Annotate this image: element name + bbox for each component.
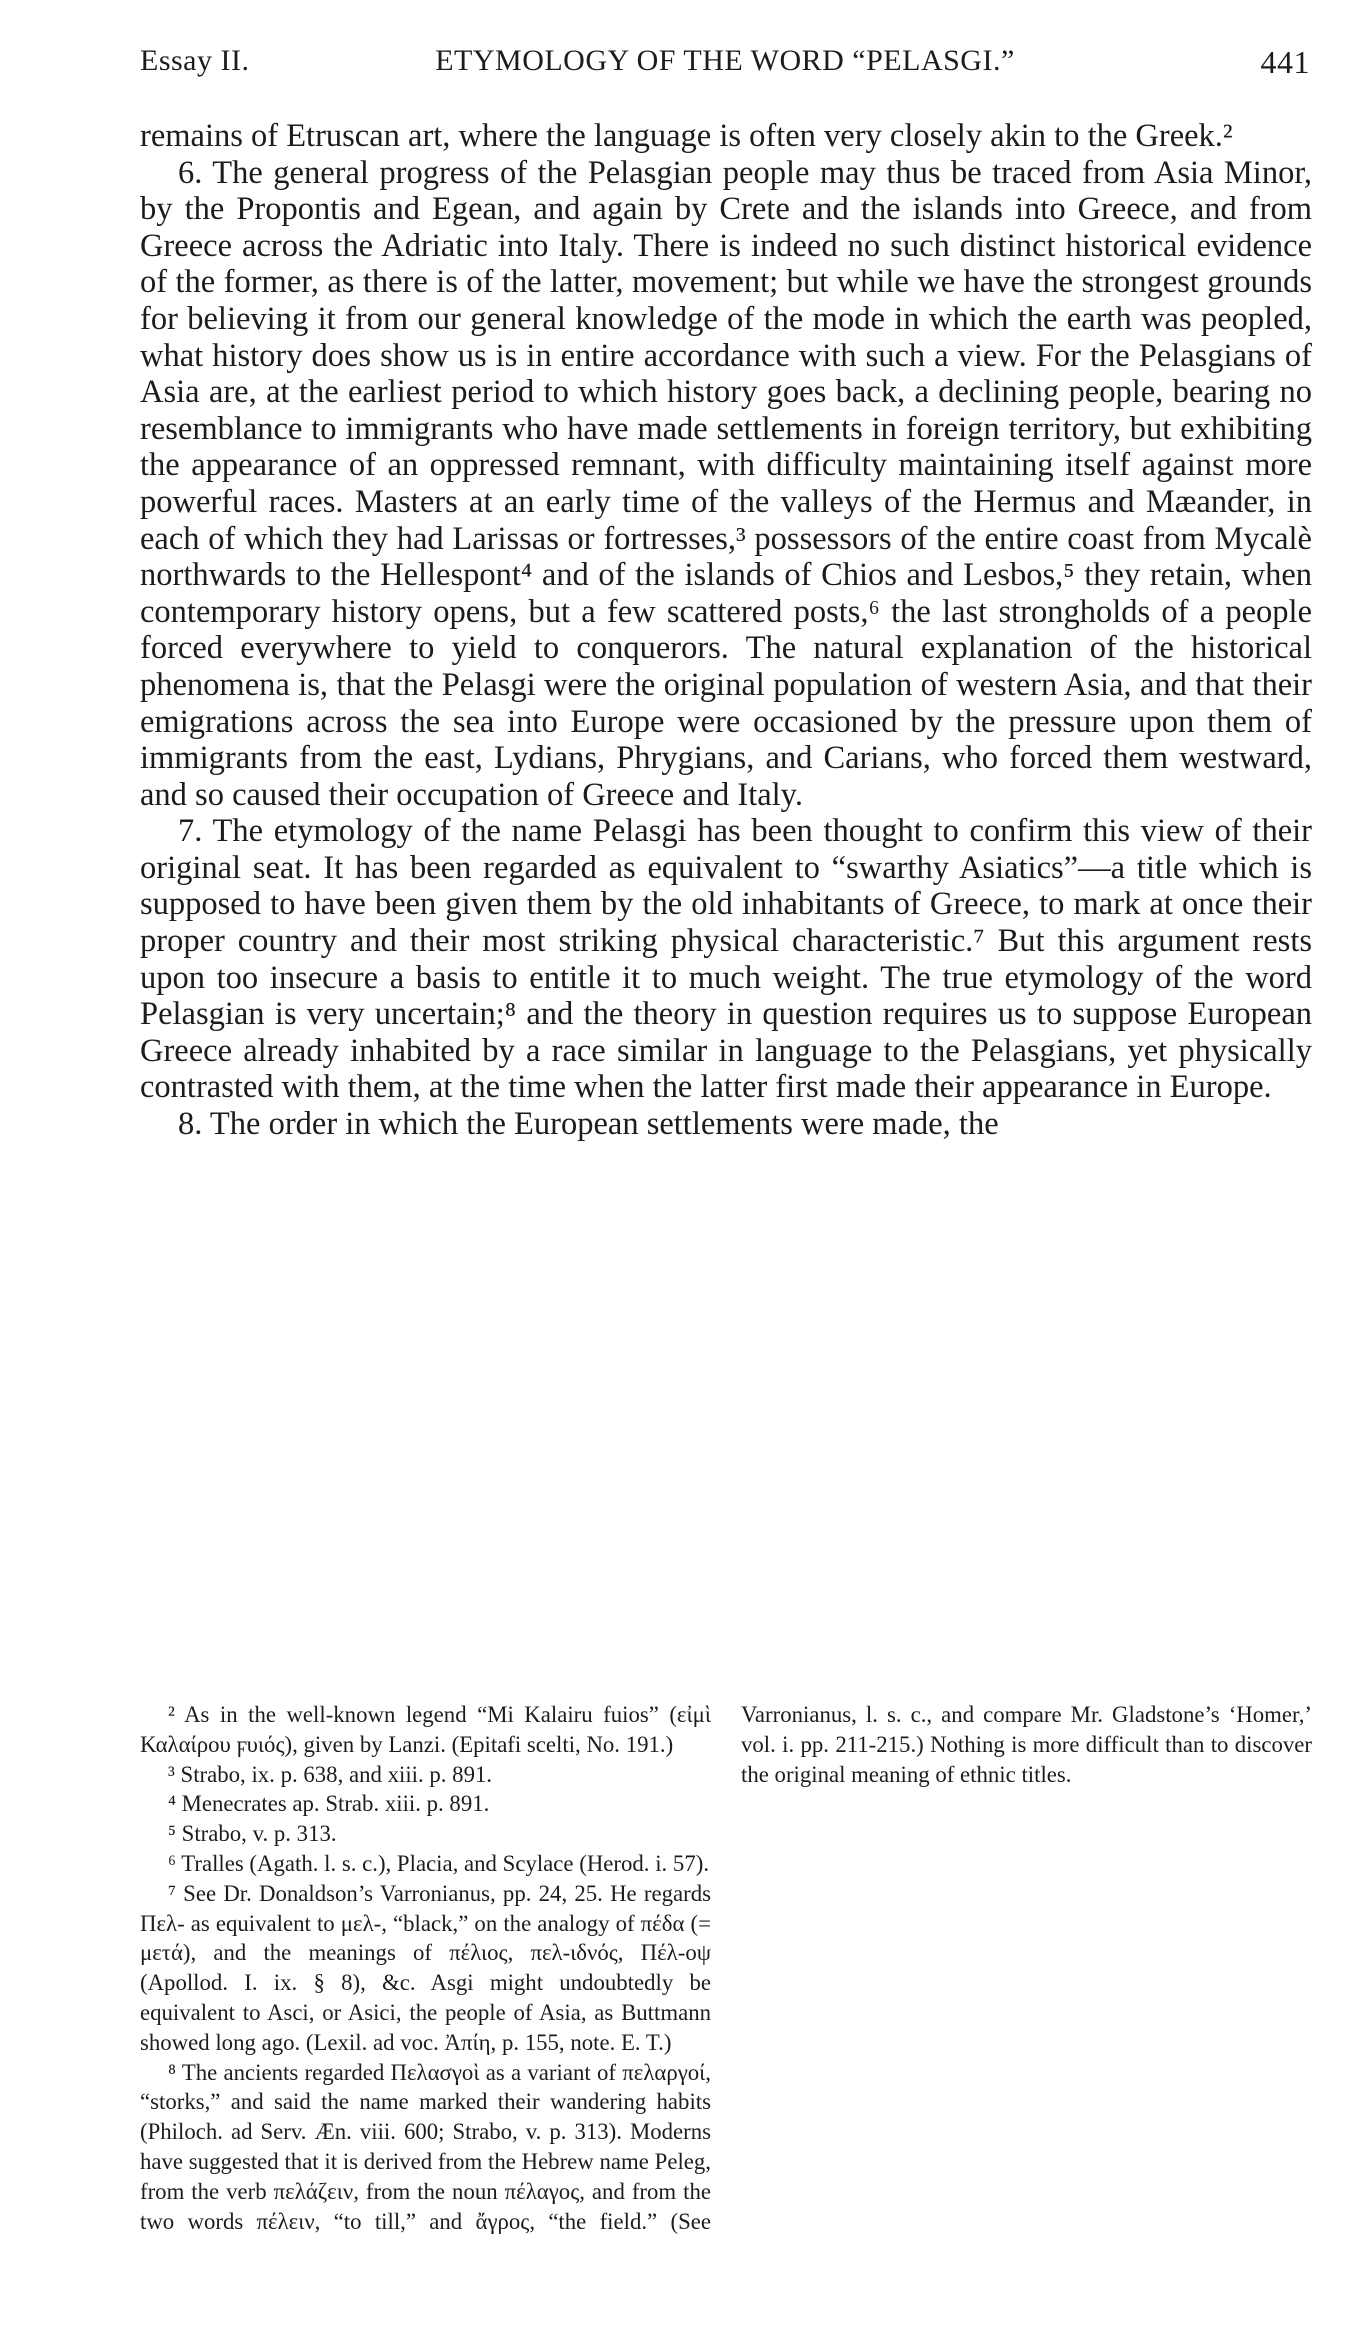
header-title: ETYMOLOGY OF THE WORD “PELASGI.” — [435, 44, 1015, 77]
paragraph-8: 8. The order in which the European settlements were made, the — [178, 1106, 999, 1143]
footnote-6: ⁶ Tralles (Agath. l. s. c.), Placia, and Scylace (Herod. i. 57). — [168, 1850, 710, 1876]
footnote-4: ⁴ Menecrates ap. Strab. xiii. p. 891. — [168, 1791, 490, 1817]
footnote-3: ³ Strabo, ix. p. 638, and xiii. p. 891. — [168, 1761, 493, 1787]
footnote-2: ² As in the well-known legend “Mi Kalairu fuios” (εἰμὶ Καλαίρου ϝυιός), given by Lanzi. (Epitafi scelti, No. 191.) — [140, 1702, 711, 1757]
footnote-5: ⁵ Strabo, v. p. 313. — [168, 1821, 337, 1847]
paragraph-7: 7. The etymology of the name Pelasgi has been thought to confirm this view of their original seat. It has been regarded as equivalent to “swarthy Asiatics”—a title which is supposed to have been given them by the old inhabitants of Greece, to mark at once their proper country and their most striking physical characteristic.⁷ But this argument rests upon too insecure a basis to entitle it to much weight. The true etymology of the word Pelasgian is very uncertain;⁸ and the theory in question requires us to suppose European Greece already inhabited by a race similar in language to the Pelasgians, yet physically contrasted with them, at the time when the latter first made their appearance in Europe. — [140, 813, 1312, 1106]
running-header — [140, 44, 1310, 90]
paragraph-continuation: remains of Etruscan art, where the language is often very closely akin to the Greek.² — [140, 118, 1233, 154]
header-essay-label: Essay II. — [140, 44, 250, 77]
body-text — [140, 118, 1312, 1143]
paragraph-6: 6. The general progress of the Pelasgian people may thus be traced from Asia Minor, by the Propontis and Egean, and again by Crete and the islands into Greece, and from Greece across the Adriatic into Italy. There is indeed no such distinct historical evidence of the former, as there is of the latter, movement; but while we have the strongest grounds for believing it from our general knowledge of the mode in which the earth was peopled, what history does show us is in entire accordance with such a view. For the Pelasgians of Asia are, at the earliest period to which history goes back, a declining people, bearing no resemblance to immigrants who have made settlements in foreign territory, but exhibiting the appearance of an oppressed remnant, with difficulty maintaining itself against more powerful races. Masters at an early time of the valleys of the Hermus and Mæander, in each of which they had Larissas or fortresses,³ possessors of the entire coast from Mycalè northwards to the Hellespont⁴ and of the islands of Chios and Lesbos,⁵ they retain, when contemporary history opens, but a few scattered posts,⁶ the last strongholds of a people forced everywhere to yield to conquerors. The natural explanation of the historical phenomena is, that the Pelasgi were the original population of western Asia, and that their emigrations across the sea into Europe were occasioned by the pressure upon them of immigrants from the east, Lydians, Phrygians, and Carians, who forced them westward, and so caused their occupation of Greece and Italy. — [140, 154, 1312, 813]
footnotes — [140, 1700, 1312, 2260]
footnote-8: ⁸ The ancients regarded Πελασγοὶ as a variant of πελαργοί, “storks,” and said the name marked their wandering habits (Philoch. ad Serv. Æn. viii. 600; Strabo, v. p. 313). Moderns have suggested that it is derived from the Hebrew name Peleg, from the verb πελάζειν, from the noun πέλαγος, and from the two words πέλειν, “to till,” and ἄγρος, “the field.” (See Varronianus, l. s. c., and compare Mr. Gladstone’s ‘Homer,’ vol. i. pp. 211-215.) Nothing is more difficult than to discover the original meaning of ethnic titles. — [140, 1702, 1312, 2234]
page-number: 441 — [1260, 44, 1310, 80]
footnote-7: ⁷ See Dr. Donaldson’s Varronianus, pp. 24, 25. He regards Πελ- as equivalent to μελ-, “black,” on the analogy of πέδα (= μετά), and the meanings of πέλιος, πελ-ιδνός, Πέλ-οψ (Apollod. I. ix. § 8), &c. Asgi might undoubtedly be equivalent to Asci, or Asici, the people of Asia, as Buttmann showed long ago. (Lexil. ad voc. Ἀπίη, p. 155, note. E. T.) — [140, 1880, 711, 2055]
